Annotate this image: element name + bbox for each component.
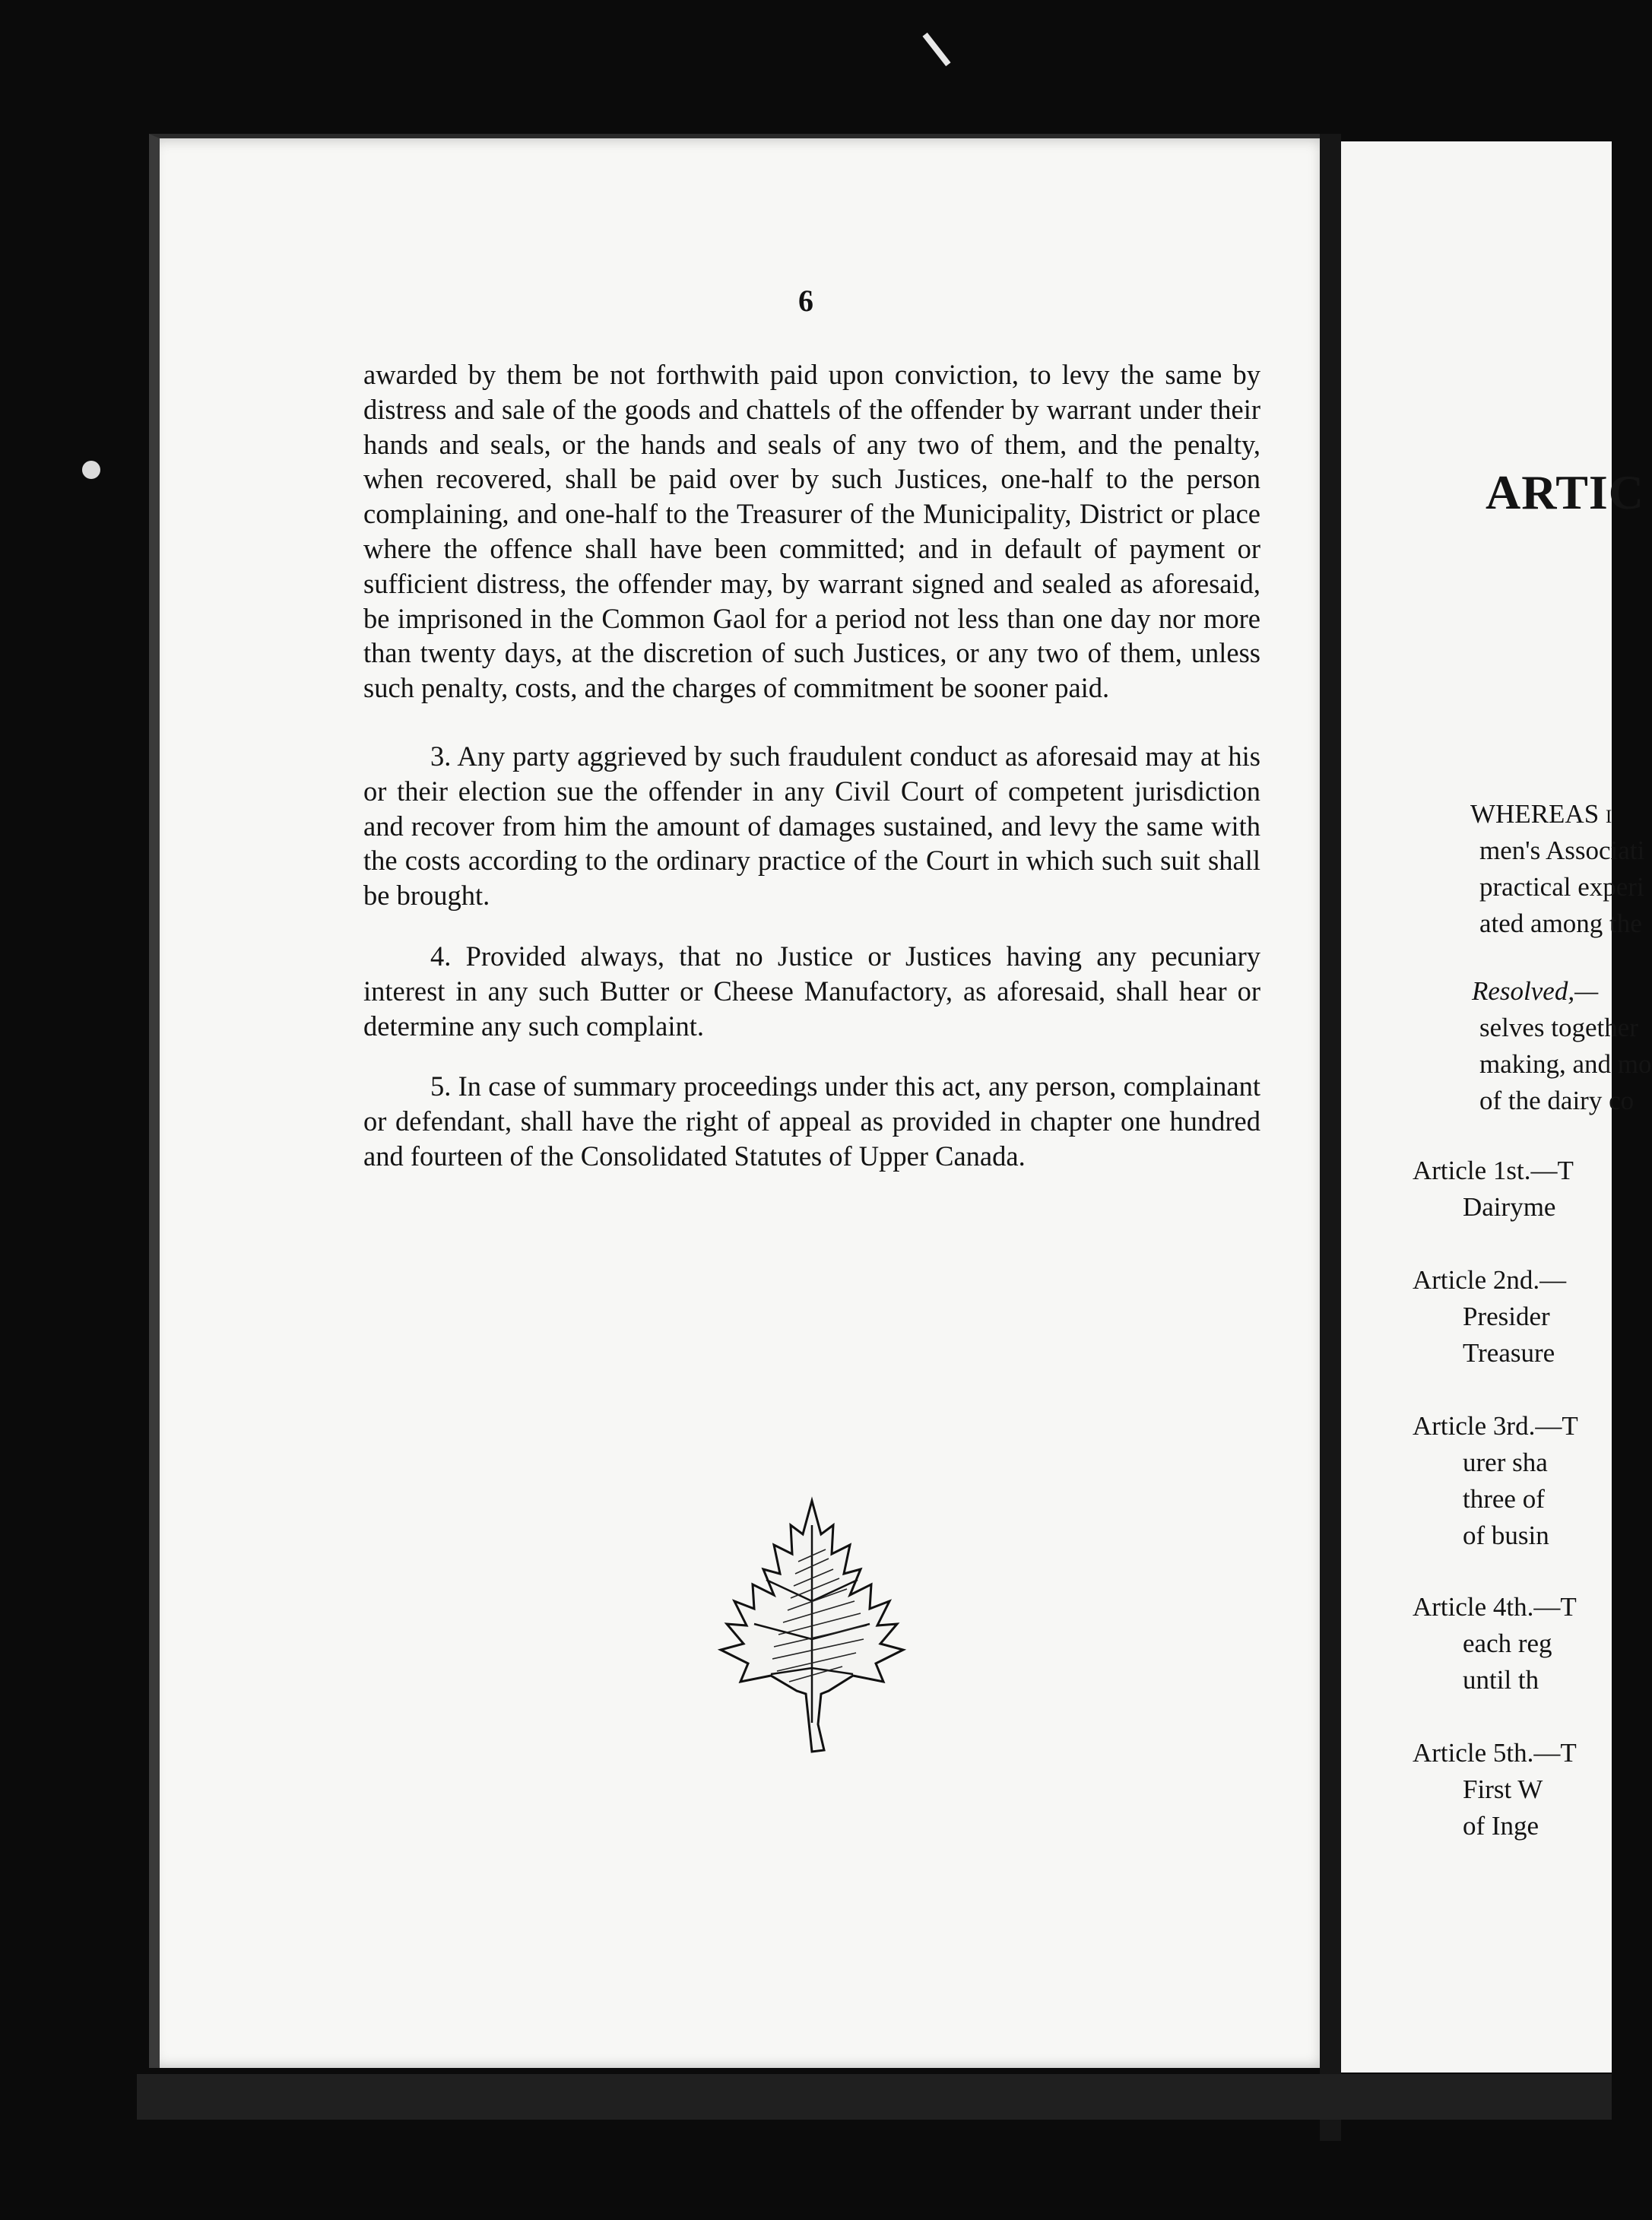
scan-bottom-edge bbox=[137, 2074, 1612, 2120]
right-line: of busin bbox=[1463, 1521, 1549, 1550]
right-line: Article 2nd.— bbox=[1413, 1265, 1567, 1295]
right-line: each reg bbox=[1463, 1629, 1552, 1658]
paragraph-section-3: 3. Any party aggrieved by such fraudulent conduct as aforesaid may at his or their election sue the offender in any Civil Court of competent jurisdiction and recover from him the amount of damages sustained, and levy the same with the costs according to the ordinary practice of the Court in which such suit shall be brought. bbox=[363, 740, 1260, 912]
right-line: Dairyme bbox=[1463, 1192, 1556, 1222]
right-line: Treasure bbox=[1463, 1338, 1555, 1368]
right-line: WHEREAS i bbox=[1470, 799, 1612, 829]
right-line: practical experi bbox=[1479, 872, 1644, 902]
right-line: of the dairy co bbox=[1479, 1086, 1635, 1115]
paragraph-section-4: 4. Provided always, that no Justice or Justices having any pecuniary interest in any such Butter or Cheese Manufactory, as aforesaid, shall hear or determine any such complaint. bbox=[363, 940, 1260, 1042]
right-page bbox=[1341, 141, 1652, 2073]
right-line: Article 5th.—T bbox=[1413, 1738, 1577, 1768]
page-number: 6 bbox=[798, 284, 813, 318]
right-line: Article 3rd.—T bbox=[1413, 1411, 1578, 1441]
scan-speck bbox=[82, 461, 100, 479]
right-line: urer sha bbox=[1463, 1448, 1548, 1477]
paragraph-penalty: awarded by them be not forthwith paid upon conviction, to levy the same by distress and sale of the goods and chattels of the offender by warrant under their hands and seals, or the hands and seals of any two of them, and the penalty, when recovered, shall be paid over by such Justices, one-half to the person complaining, and one-half to the Treasurer of the Municipality, District or place where the offence shall have been committed; and in default of payment or sufficient distress, the offender may, by warrant signed and sealed as aforesaid, be imprisoned in the Common Gaol for a period not less than one day nor more than twenty days, at the discretion of such Justices, or any two of them, unless such penalty, costs, and the charges of commitment be sooner paid. bbox=[363, 359, 1260, 704]
right-line: three of bbox=[1463, 1484, 1545, 1514]
book-gutter bbox=[1320, 134, 1341, 2141]
body-text bbox=[363, 357, 1260, 1174]
maple-leaf-icon bbox=[698, 1495, 926, 1761]
right-page-text bbox=[1341, 141, 1652, 2073]
right-line: of Inge bbox=[1463, 1811, 1539, 1841]
right-line: Resolved,— bbox=[1472, 976, 1599, 1006]
right-line: making, and mo bbox=[1479, 1049, 1652, 1079]
right-line: Article 4th.—T bbox=[1413, 1592, 1577, 1622]
right-page-title: ARTIC bbox=[1486, 465, 1644, 519]
right-line: ated among the bbox=[1479, 909, 1642, 938]
right-line: First W bbox=[1463, 1774, 1543, 1804]
right-line: selves together bbox=[1479, 1013, 1638, 1042]
right-line: Presider bbox=[1463, 1302, 1550, 1331]
right-line: until th bbox=[1463, 1665, 1539, 1695]
scan-mark bbox=[922, 33, 950, 66]
right-line: men's Associati bbox=[1479, 836, 1645, 865]
paragraph-section-5: 5. In case of summary proceedings under this act, any person, complainant or defendant, shall have the right of appeal as provided in chapter one hundred and fourteen of the Consolidated Statutes of Upper Canada. bbox=[363, 1070, 1260, 1172]
right-line: Article 1st.—T bbox=[1413, 1156, 1574, 1185]
